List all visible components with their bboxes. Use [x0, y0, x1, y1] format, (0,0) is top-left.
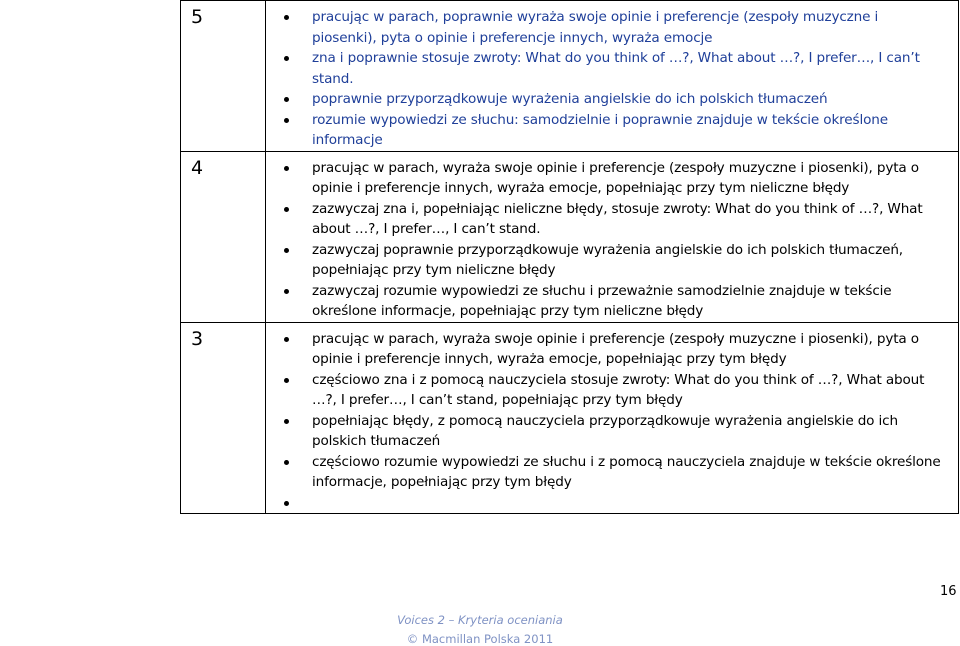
criteria-table — [180, 0, 959, 514]
criteria-text: rozumie wypowiedzi ze słuchu: samodzielnie i poprawnie znajduje w tekście określone informacje — [312, 111, 888, 148]
criteria-item — [266, 281, 946, 322]
criteria-cell — [266, 1, 959, 152]
criteria-text — [312, 495, 316, 511]
bullet-icon — [284, 501, 289, 506]
criteria-item — [266, 199, 946, 240]
criteria-item — [266, 7, 946, 48]
criteria-text: pracując w parach, poprawnie wyraża swoje opinie i preferencje (zespoły muzyczne i piosenki), pyta o opinie i preferencje innych, wyraża emocje — [312, 9, 879, 46]
criteria-text: popełniając błędy, z pomocą nauczyciela przyporządkowuje wyrażenia angielskie do ich polskich tłumaczeń — [312, 412, 898, 449]
criteria-text: zazwyczaj rozumie wypowiedzi ze słuchu i przeważnie samodzielnie znajduje w tekście określone informacje, popełniając przy tym nieliczne błędy — [312, 282, 892, 319]
criteria-text: częściowo rozumie wypowiedzi ze słuchu i z pomocą nauczyciela znajduje w tekście określone informacje, popełniając przy tym błędy — [312, 453, 941, 490]
criteria-text: poprawnie przyporządkowuje wyrażenia angielskie do ich polskich tłumaczeń — [312, 91, 828, 107]
criteria-list — [266, 7, 958, 151]
criteria-list — [266, 158, 958, 322]
bullet-icon — [284, 419, 289, 424]
bullet-icon — [284, 56, 289, 61]
criteria-text: zna i poprawnie stosuje zwroty: What do you think of …?, What about …?, I prefer…, I can’t stand. — [312, 50, 920, 87]
bullet-icon — [284, 118, 289, 123]
criteria-text: częściowo zna i z pomocą nauczyciela stosuje zwroty: What do you think of …?, What about …?, I prefer…, I can’t stand, popełniając przy tym błędy — [312, 371, 925, 408]
criteria-item — [266, 240, 946, 281]
criteria-item — [266, 158, 946, 199]
footer-title: Voices 2 – Kryteria oceniania — [397, 613, 563, 627]
bullet-icon — [284, 337, 289, 342]
grade-row-4 — [181, 151, 959, 322]
bullet-icon — [284, 97, 289, 102]
grade-label: 5 — [181, 1, 266, 152]
bullet-icon — [284, 289, 289, 294]
criteria-cell — [266, 322, 959, 514]
criteria-text: zazwyczaj poprawnie przyporządkowuje wyrażenia angielskie do ich polskich tłumaczeń, popełniając przy tym nieliczne błędy — [312, 241, 903, 278]
bullet-icon — [284, 207, 289, 212]
criteria-text: pracując w parach, wyraża swoje opinie i preferencje (zespoły muzyczne i piosenki), pyta o opinie i preferencje innych, wyraża emocje, popełniając przy tym błędy — [312, 330, 919, 367]
criteria-text: pracując w parach, wyraża swoje opinie i preferencje (zespoły muzyczne i piosenki), pyta o opinie i preferencje innych, wyraża emocje, popełniając przy tym nieliczne błędy — [312, 159, 919, 196]
criteria-item — [266, 89, 946, 110]
criteria-item — [266, 110, 946, 151]
bullet-icon — [284, 15, 289, 20]
criteria-text: zazwyczaj zna i, popełniając nieliczne błędy, stosuje zwroty: What do you think of …?, What about …?, I prefer…, I can’t stand. — [312, 200, 923, 237]
criteria-item — [266, 411, 946, 452]
footer-copyright: © Macmillan Polska 2011 — [406, 632, 554, 646]
criteria-item — [266, 329, 946, 370]
criteria-item — [266, 48, 946, 89]
bullet-icon — [284, 166, 289, 171]
criteria-item-empty — [266, 493, 946, 514]
page-number: 16 — [940, 584, 957, 599]
bullet-icon — [284, 248, 289, 253]
bullet-icon — [284, 378, 289, 383]
criteria-item — [266, 452, 946, 493]
bullet-icon — [284, 460, 289, 465]
grade-row-5 — [181, 1, 959, 152]
grade-label: 4 — [181, 151, 266, 322]
criteria-item — [266, 370, 946, 411]
criteria-cell — [266, 151, 959, 322]
grade-label: 3 — [181, 322, 266, 514]
criteria-list — [266, 329, 958, 514]
grade-row-3 — [181, 322, 959, 514]
